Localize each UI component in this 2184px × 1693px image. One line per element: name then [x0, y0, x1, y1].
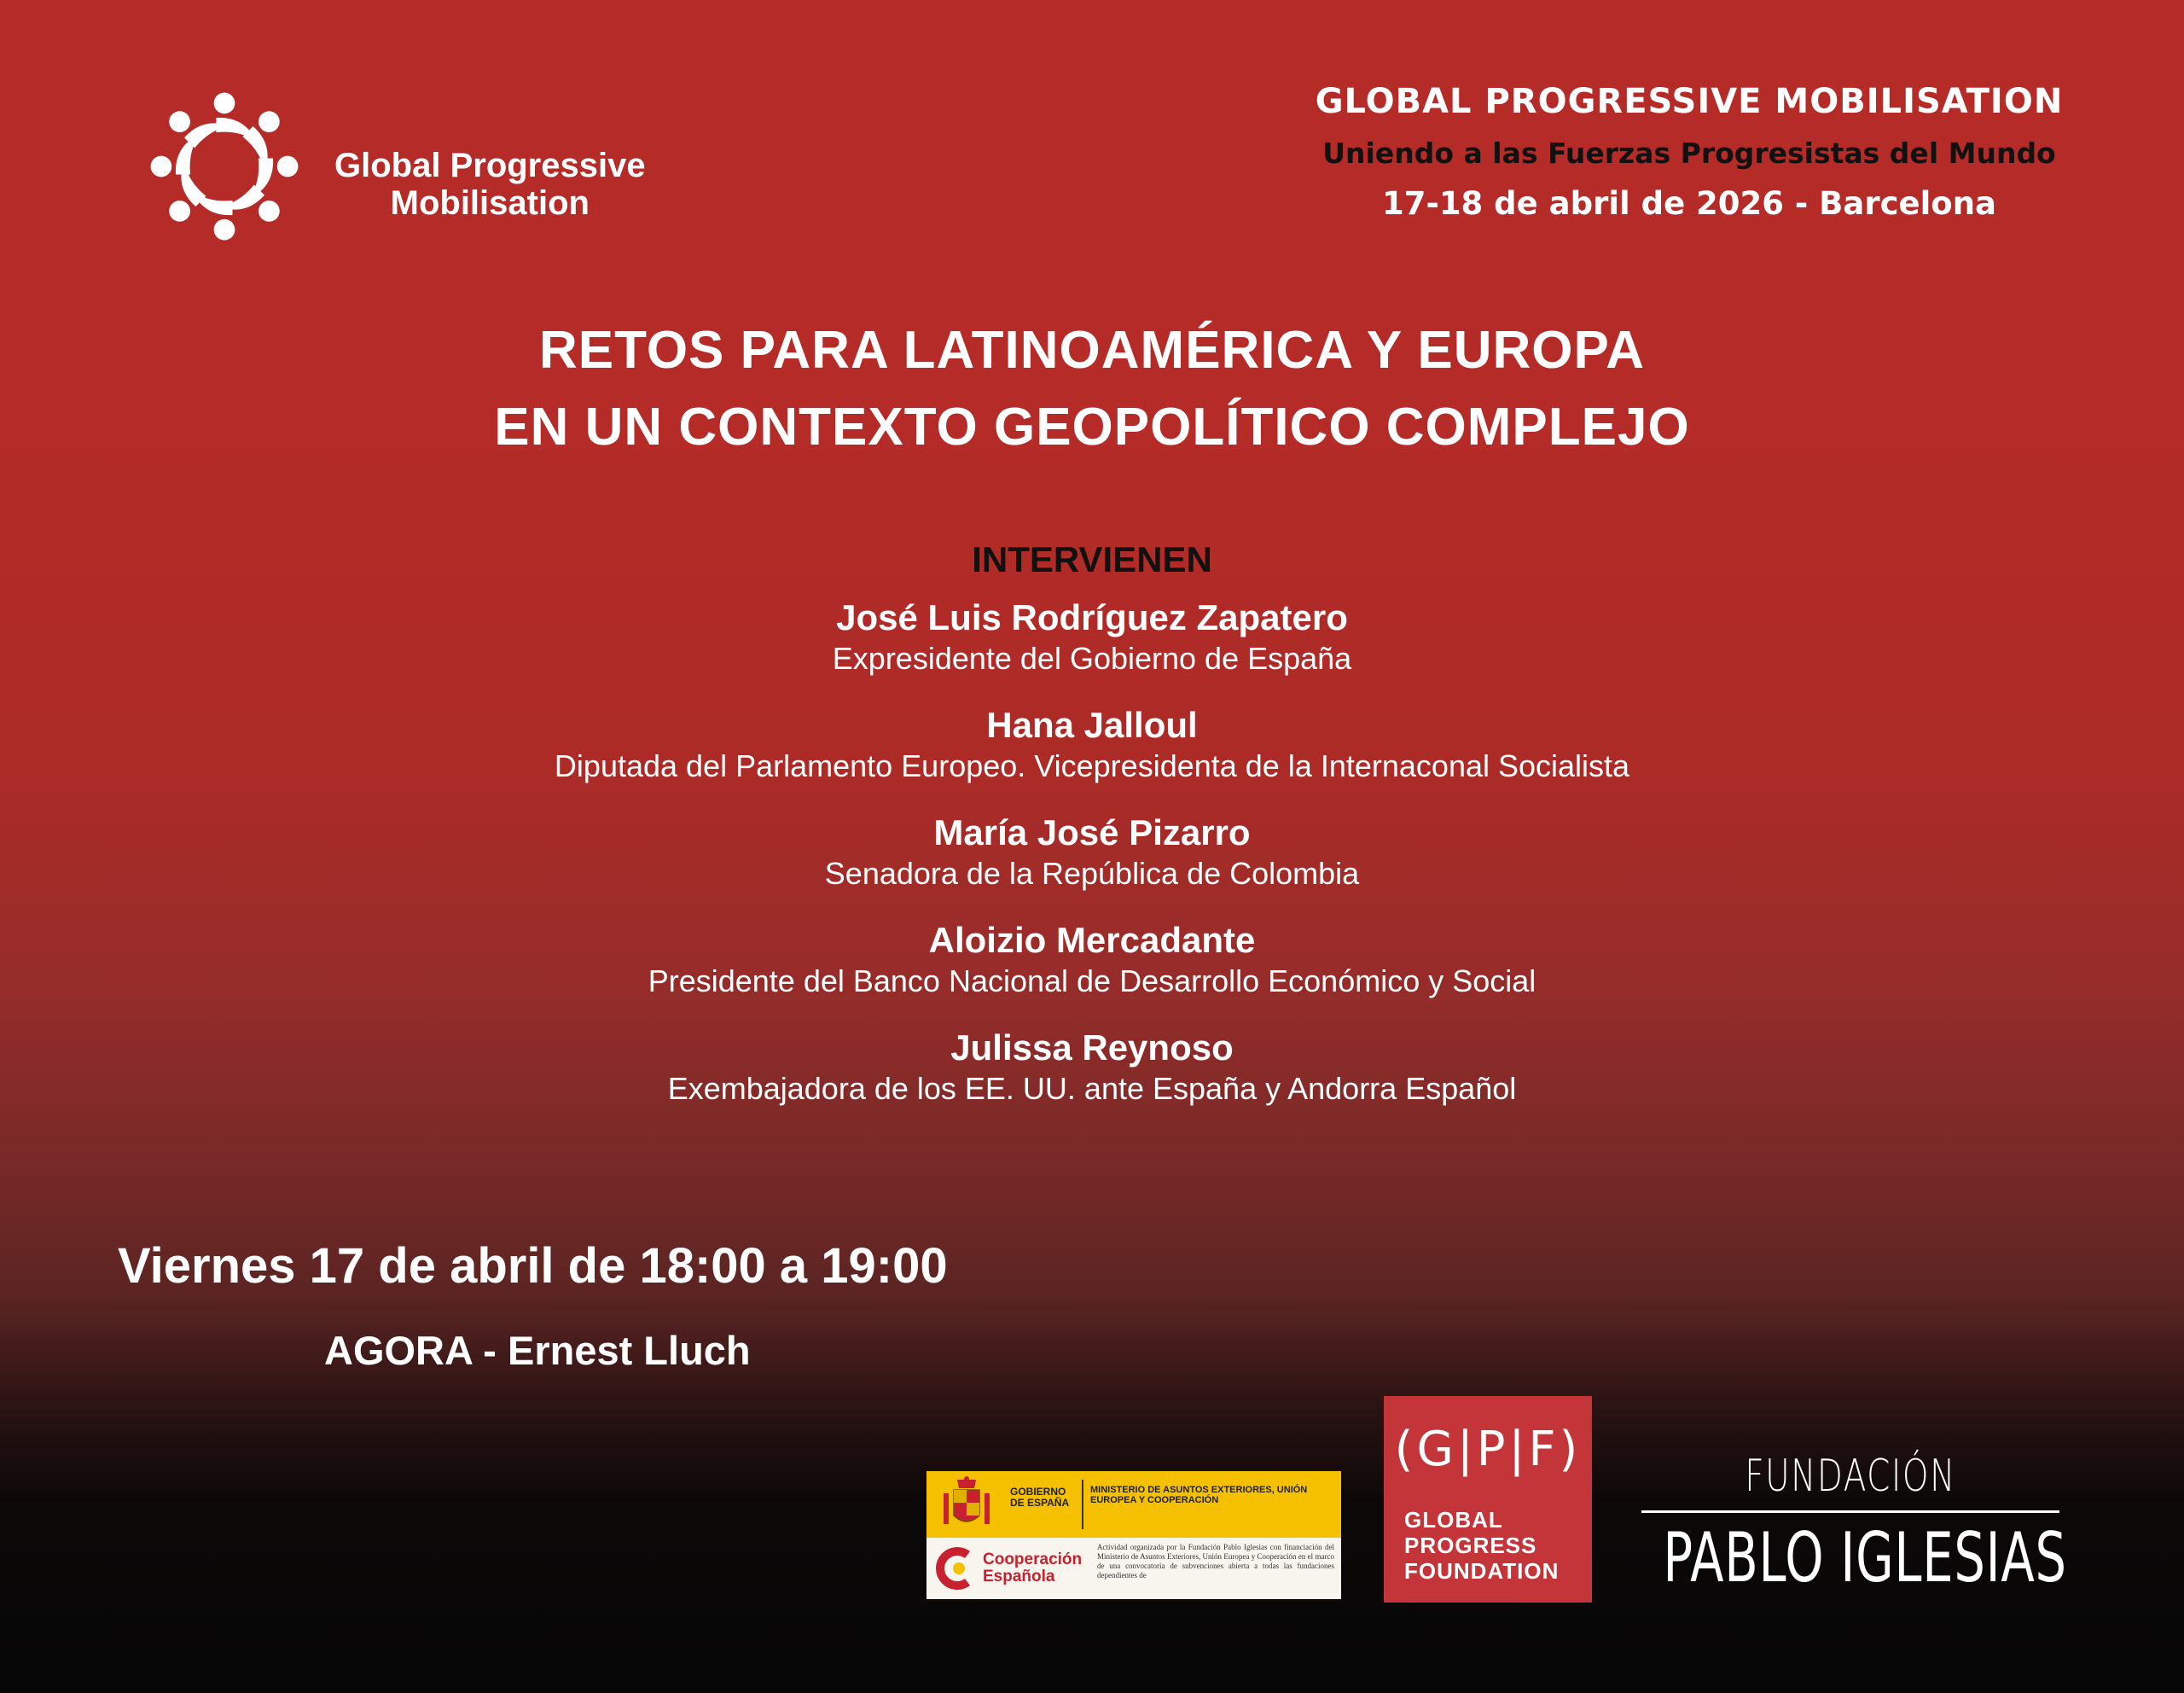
speaker-item	[0, 918, 2184, 1000]
gpf-text	[1404, 1507, 1559, 1584]
gpm-logo-line2: Mobilisation	[390, 184, 590, 222]
speaker-name: José Luis Rodríguez Zapatero	[836, 597, 1348, 637]
speaker-role: Expresidente del Gobierno de España	[832, 641, 1352, 676]
gov-cooperacion-logo	[926, 1471, 1341, 1599]
speaker-item	[0, 596, 2184, 678]
fundacion-pablo-iglesias-logo	[1641, 1451, 2067, 1597]
event-header	[1254, 82, 2124, 222]
spain-coat-of-arms-icon	[937, 1475, 996, 1534]
coop-line2: Española	[983, 1568, 1055, 1585]
speaker-name: Julissa Reynoso	[950, 1027, 1234, 1068]
speaker-item	[0, 703, 2184, 785]
speaker-role: Exembajadora de los EE. UU. ante España y Andorra Español	[667, 1071, 1517, 1106]
fpi-top-text: FUNDACIÓN	[1745, 1451, 1956, 1502]
cooperacion-espanola-icon	[933, 1545, 981, 1592]
header-date: 17-18 de abril de 2026 - Barcelona	[1381, 185, 1997, 222]
page-title	[0, 312, 2184, 466]
gov-divider	[1082, 1480, 1083, 1529]
title-line1: RETOS PARA LATINOAMÉRICA Y EUROPA	[538, 321, 1646, 380]
fpi-divider	[1641, 1510, 2059, 1513]
speaker-item	[0, 811, 2184, 893]
gpf-letters: (G|P|F)	[1394, 1422, 1582, 1477]
funding-note: Actividad organizada por la Fundación Pablo Iglesias con financiación del Ministerio de Asuntos Exteriores, Unión Europea y Cooperación en el marco de una convocatoria de subvenciones abierta a todas las fundaciones dependientes de	[1097, 1543, 1334, 1580]
fpi-bottom-text: PABLO IGLESIAS	[1663, 1518, 2067, 1597]
header-subtitle: Uniendo a las Fuerzas Progresistas del Mundo	[1322, 137, 2056, 170]
gov-gobierno-text: GOBIERNO DE ESPAÑA	[1010, 1486, 1070, 1509]
speaker-name: Hana Jalloul	[986, 705, 1198, 745]
gpf-line3: FOUNDATION	[1404, 1558, 1560, 1584]
speaker-name: María José Pizarro	[933, 812, 1251, 852]
gov-ministerio-text: MINISTERIO DE ASUNTOS EXTERIORES, UNIÓN EUROPEA Y COOPERACIÓN	[1090, 1485, 1308, 1505]
speaker-role: Diputada del Parlamento Europeo. Vicepresidenta de la Internaconal Socialista	[554, 748, 1630, 783]
header-title: GLOBAL PROGRESSIVE MOBILISATION	[1315, 82, 2064, 121]
gpf-line1: GLOBAL	[1404, 1507, 1503, 1533]
speaker-role: Senadora de la República de Colombia	[824, 856, 1360, 891]
gpm-swirl-people-icon	[143, 85, 305, 247]
title-line2: EN UN CONTEXTO GEOPOLÍTICO COMPLEJO	[494, 398, 1690, 457]
gpf-logo	[1384, 1396, 1592, 1603]
event-place: AGORA - Ernest Lluch	[324, 1328, 751, 1373]
gpm-logo-text	[334, 147, 646, 222]
speakers-heading: INTERVIENEN	[972, 539, 1212, 579]
speaker-item	[0, 1026, 2184, 1108]
speaker-name: Aloizio Mercadante	[928, 920, 1256, 960]
coop-line1: Cooperación	[983, 1550, 1083, 1568]
event-time: Viernes 17 de abril de 18:00 a 19:00	[118, 1238, 948, 1294]
gov-banner	[926, 1471, 1341, 1538]
gpf-line2: PROGRESS	[1404, 1533, 1537, 1558]
gpm-logo-line1: Global Progressive	[334, 147, 646, 184]
cooperacion-espanola-text	[983, 1551, 1082, 1585]
speaker-role: Presidente del Banco Nacional de Desarrollo Económico y Social	[648, 963, 1536, 998]
speakers-list	[0, 539, 2184, 1133]
